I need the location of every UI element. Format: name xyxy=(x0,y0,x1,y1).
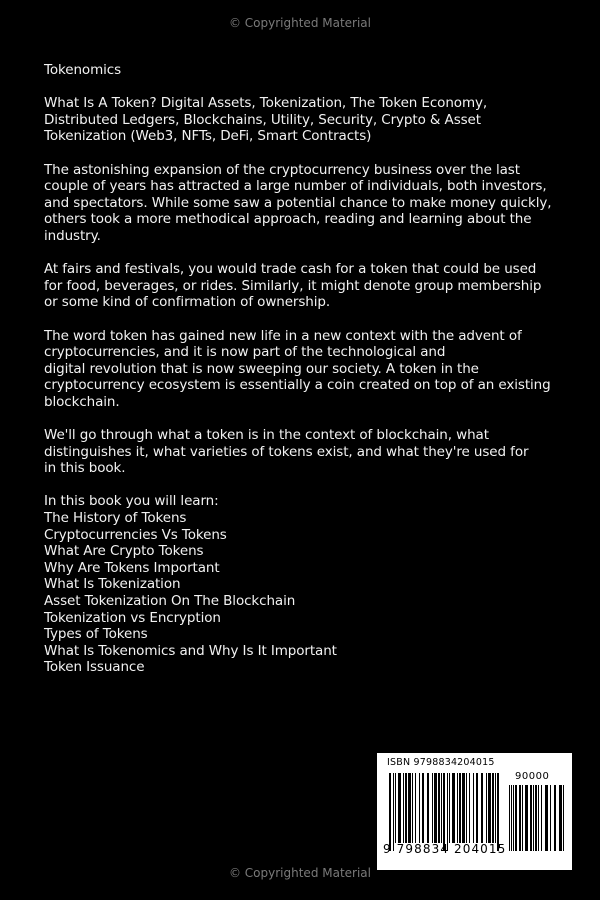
barcode-bar xyxy=(434,773,437,843)
barcode-bar xyxy=(545,785,548,851)
learn-item: Types of Tokens xyxy=(44,626,148,643)
barcode-bar xyxy=(403,773,404,843)
learn-item: Why Are Tokens Important xyxy=(44,559,220,576)
learn-item: What Is Tokenization xyxy=(44,576,181,593)
price-code: 90000 xyxy=(515,771,550,782)
barcode-bar xyxy=(535,785,537,851)
barcode-bar xyxy=(432,773,433,843)
barcode-bar xyxy=(447,773,448,851)
learn-item: The History of Tokens xyxy=(44,510,187,527)
barcode-bar xyxy=(525,785,528,851)
barcode-bar xyxy=(509,785,510,851)
learn-item: Token Issuance xyxy=(44,659,145,676)
barcode-bar xyxy=(389,773,391,851)
description-paragraph-2: At fairs and festivals, you would trade cash for a token that could be used for food, beverages, or rides. Similarly, it might denote group membership or some kind of confirmation of ownership. xyxy=(44,261,542,311)
barcode-bar xyxy=(533,785,534,851)
learn-item: What Are Crypto Tokens xyxy=(44,543,204,560)
barcode-bar xyxy=(469,773,470,843)
barcode-bar xyxy=(511,785,512,851)
book-subtitle: What Is A Token? Digital Assets, Tokenization, The Token Economy, Distributed Ledgers, Blockchains, Utility, Security, Crypto & Asset Tokenization (Web3, NFTs, DeFi, Smart Contracts) xyxy=(44,95,488,145)
description-paragraph-3: The word token has gained new life in a new context with the advent of cryptocurrencies, and it is now part of the technological and digital revolution that is now sweeping our society. A token in the cryptocurrency ecosystem is essentially a coin created on top of an existing blockchain. xyxy=(44,327,551,410)
barcode-bar xyxy=(538,785,539,851)
learn-item: Tokenization vs Encryption xyxy=(44,609,221,626)
barcode-bar xyxy=(554,785,556,851)
description-paragraph-4: We'll go through what a token is in the context of blockchain, what distinguishes it, what varieties of tokens exist, and what they're used for in this book. xyxy=(44,427,529,477)
barcode-bar xyxy=(408,773,411,843)
barcode-bar xyxy=(462,773,465,843)
description-paragraph-1: The astonishing expansion of the cryptocurrency business over the last couple of years has attracted a large number of individuals, both investors, and spectators. While some saw a potential chance to make money quickly, others took a more methodical approach, reading and learning about the industry. xyxy=(44,161,552,244)
barcode-bar xyxy=(466,773,467,843)
barcode-bar xyxy=(550,785,551,851)
isbn-barcode xyxy=(377,753,572,870)
barcode-bar xyxy=(559,785,562,851)
learn-item: Cryptocurrencies Vs Tokens xyxy=(44,526,227,543)
barcode-bar xyxy=(398,773,401,843)
barcode-bar xyxy=(449,773,450,843)
barcode-bar xyxy=(415,773,416,843)
book-title: Tokenomics xyxy=(44,62,122,78)
barcode-bar xyxy=(541,785,542,851)
barcode-bar xyxy=(522,785,523,851)
barcode-bar xyxy=(393,773,394,851)
barcode-bar xyxy=(476,773,478,843)
barcode-bar xyxy=(563,785,564,851)
learn-list xyxy=(44,510,574,676)
barcode-bar xyxy=(515,785,517,851)
barcode-bar xyxy=(427,773,429,843)
barcode-bar xyxy=(486,773,487,843)
barcode-bar xyxy=(419,773,420,843)
learn-item: Asset Tokenization On The Blockchain xyxy=(44,593,296,609)
barcode-bar xyxy=(422,773,424,843)
barcode-bar xyxy=(405,773,407,843)
learn-item: What Is Tokenomics and Why Is It Important xyxy=(44,642,337,659)
barcode-bar xyxy=(441,773,442,843)
barcode-bar xyxy=(438,773,440,843)
barcode-bar xyxy=(495,773,496,843)
barcode-bar xyxy=(443,773,445,851)
barcode-bar xyxy=(459,773,461,843)
copyright-watermark-top: © Copyrighted Material xyxy=(228,16,371,30)
barcode-bar xyxy=(513,785,514,851)
barcode-bar xyxy=(473,773,474,843)
barcode-bar xyxy=(457,773,458,843)
learn-heading: In this book you will learn: xyxy=(44,493,219,510)
barcode-bar xyxy=(530,785,532,851)
copyright-watermark-bottom: © Copyrighted Material xyxy=(228,866,371,880)
barcode-bar xyxy=(452,773,455,843)
barcode-digits: 9 798834 204015 xyxy=(383,842,507,856)
barcode-bar xyxy=(395,773,396,843)
isbn-label: ISBN 9798834204015 xyxy=(387,757,495,768)
barcode-bar xyxy=(519,785,521,851)
back-cover-text xyxy=(44,62,574,676)
barcode-bar xyxy=(492,773,494,843)
barcode-bar xyxy=(481,773,483,843)
barcode-bar xyxy=(488,773,491,843)
barcode-bar xyxy=(412,773,413,843)
barcode-bar xyxy=(497,773,499,851)
